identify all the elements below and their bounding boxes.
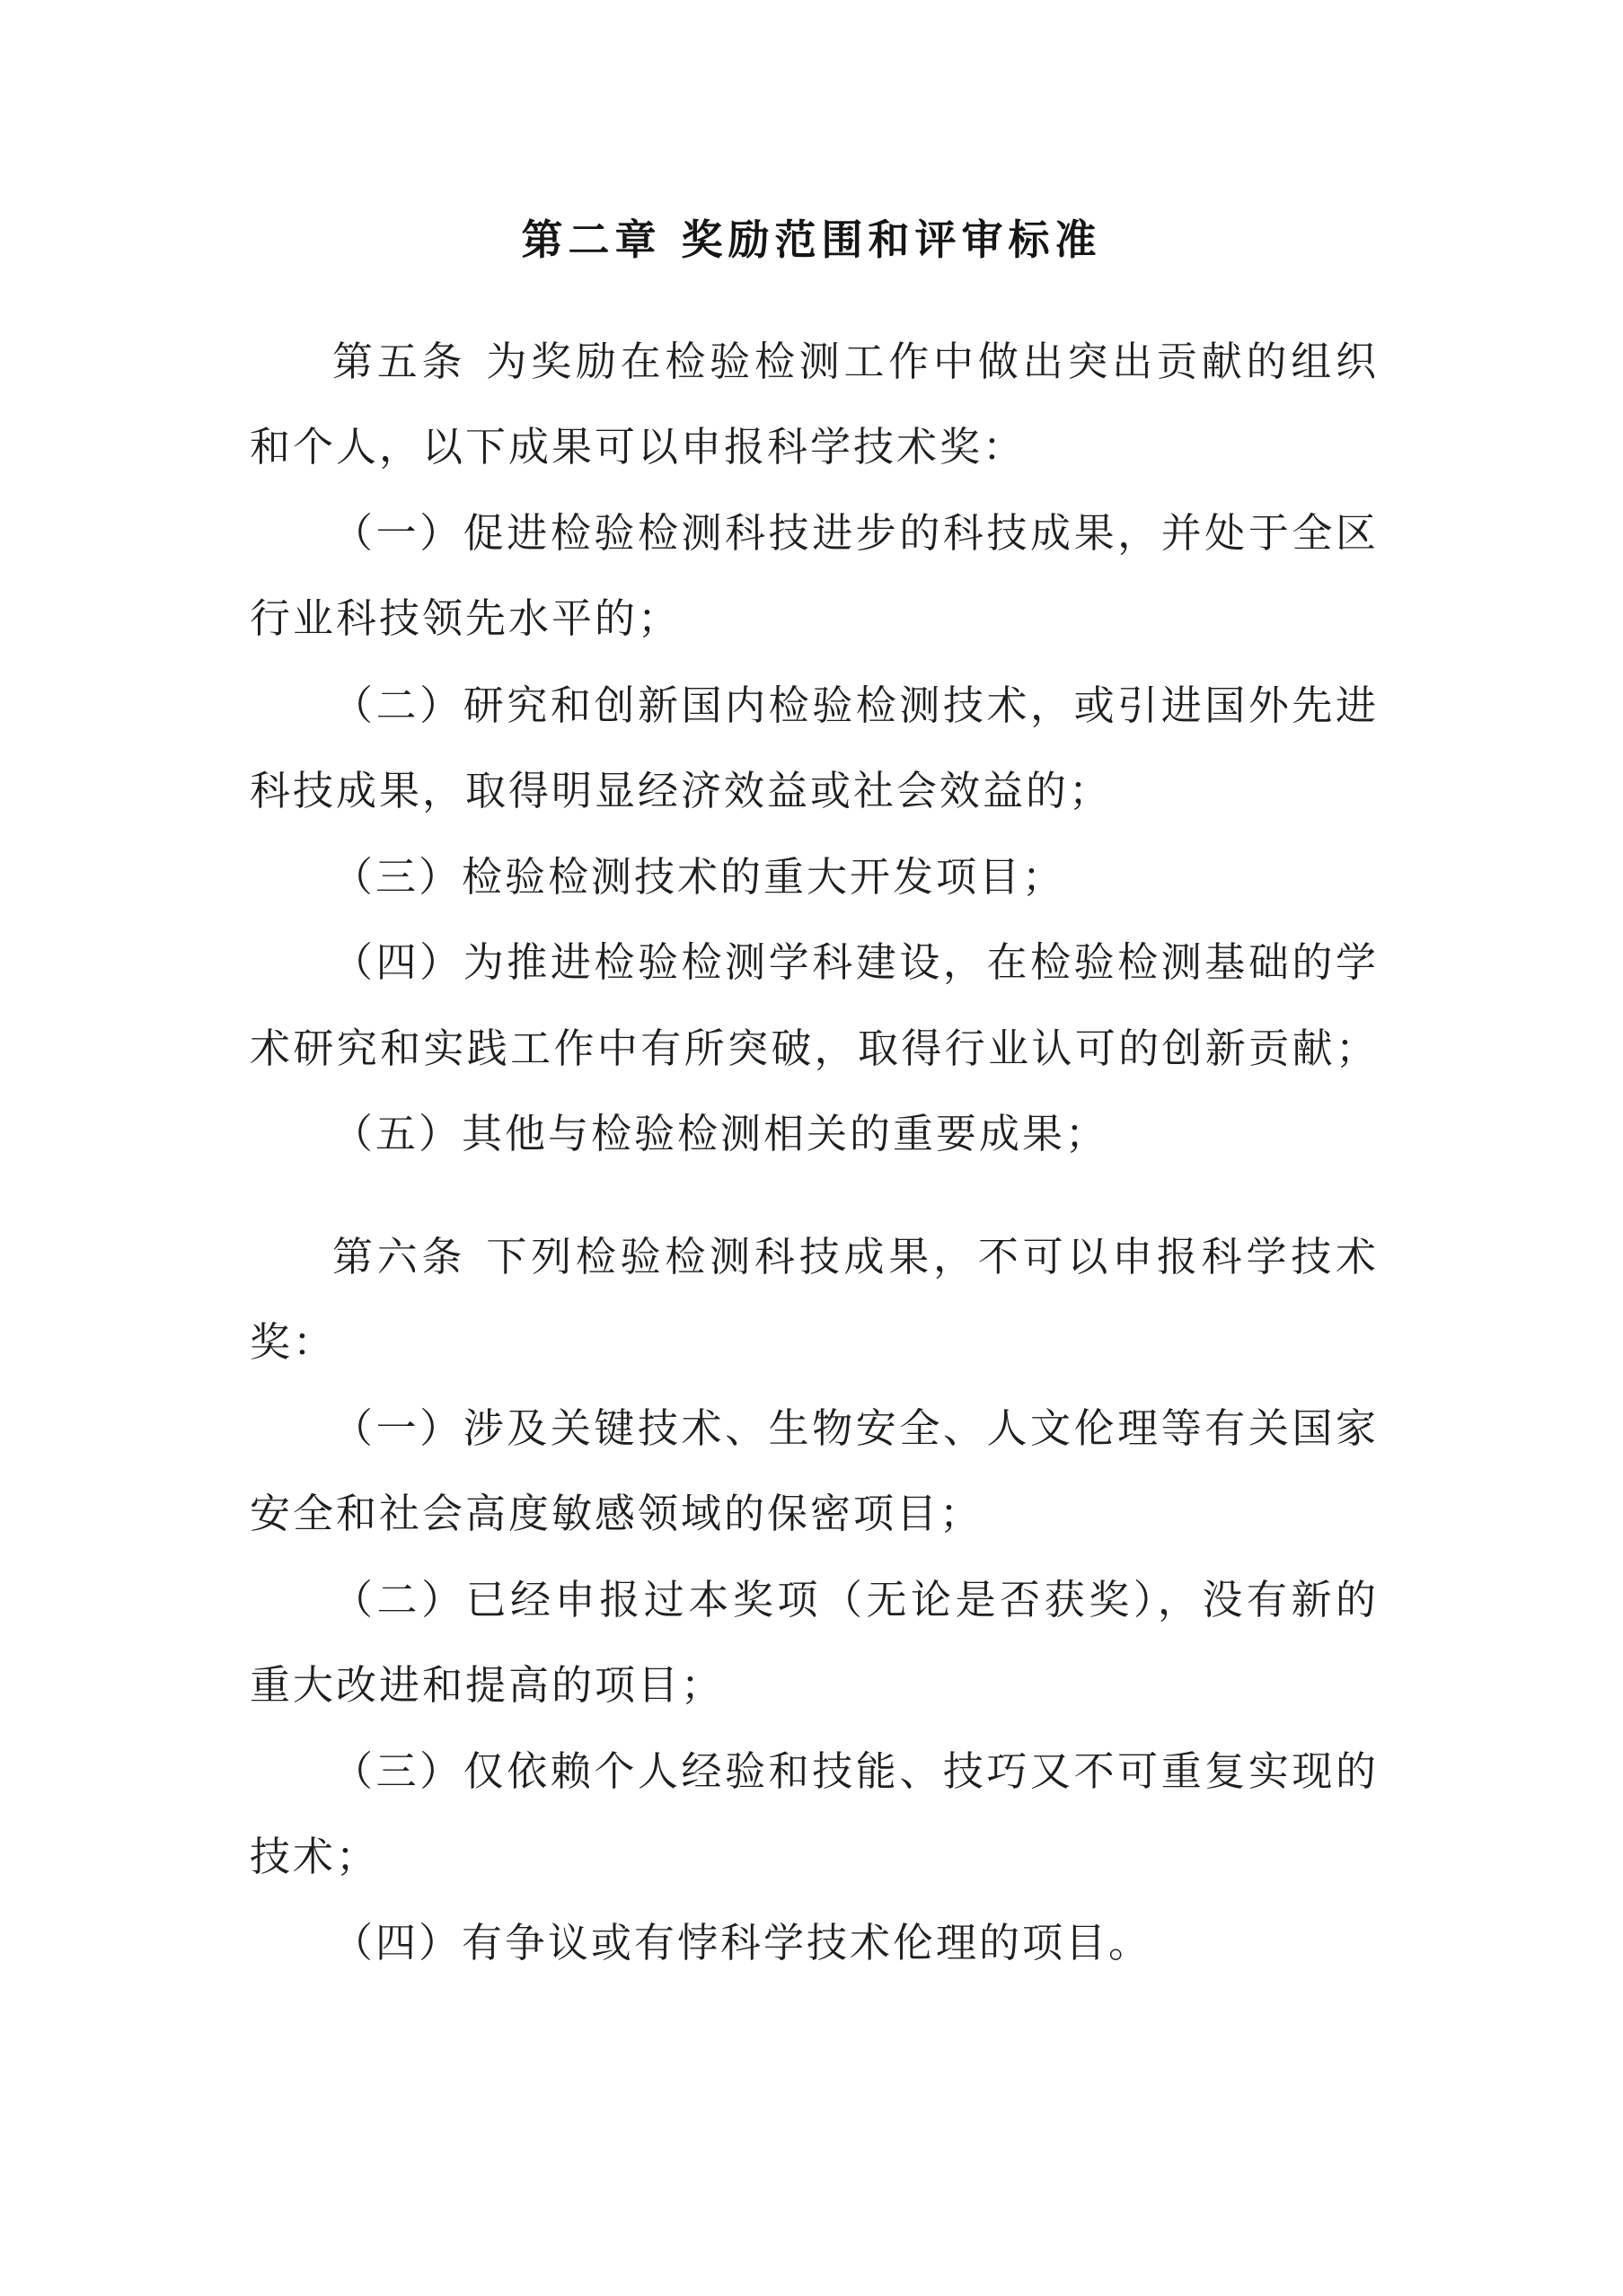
article6-item-line: （一）涉及关键技术、生物安全、人文伦理等有关国家 [332,1404,1376,1452]
article6-item-line: （三）仅依赖个人经验和技能、技巧又不可重复实现的 [332,1747,1376,1795]
article6-item-line: 技术； [250,1833,380,1880]
article6-paragraph-line: 奖： [250,1318,337,1366]
article5-paragraph-line: 和个人，以下成果可以申报科学技术奖： [250,423,1027,471]
article5-item-line: （一）促进检验检测科技进步的科技成果，并处于全区 [332,509,1376,557]
article5-paragraph-line [332,331,1376,392]
article5-text: 为奖励在检验检测工作中做出突出贡献的组织 [486,338,1376,385]
article5-item-line: 行业科技领先水平的； [250,594,682,642]
article6-item-line: 重大改进和提高的项目； [250,1661,725,1709]
article6-text: 下列检验检测科技成果，不可以申报科学技术 [486,1233,1376,1280]
article5-item-line: （五）其他与检验检测相关的重要成果； [332,1110,1109,1157]
article6-item-line: 安全和社会高度敏感领域的保密项目； [250,1490,984,1537]
article5-item-line: （四）为推进检验检测学科建设，在检验检测基础的学 [332,938,1376,986]
article6-paragraph-line [332,1227,1376,1288]
article5-item-line: 术研究和实践工作中有所突破，取得行业认可的创新贡献； [250,1025,1376,1072]
chapter-title: 第二章 奖励范围和评审标准 [521,216,1102,264]
article5-label: 第五条 [332,338,467,385]
article5-item-line: （二）研究和创新国内检验检测技术，或引进国外先进 [332,682,1376,729]
article5-item-line: （三）检验检测技术的重大开发项目； [332,853,1066,901]
article5-item-line: 科技成果，取得明显经济效益或社会效益的； [250,767,1113,814]
article6-label: 第六条 [332,1233,467,1280]
article6-item-line: （四）有争议或有悖科学技术伦理的项目。 [332,1919,1152,1966]
article6-item-line: （二）已经申报过本奖项（无论是否获奖），没有新的 [332,1576,1376,1623]
